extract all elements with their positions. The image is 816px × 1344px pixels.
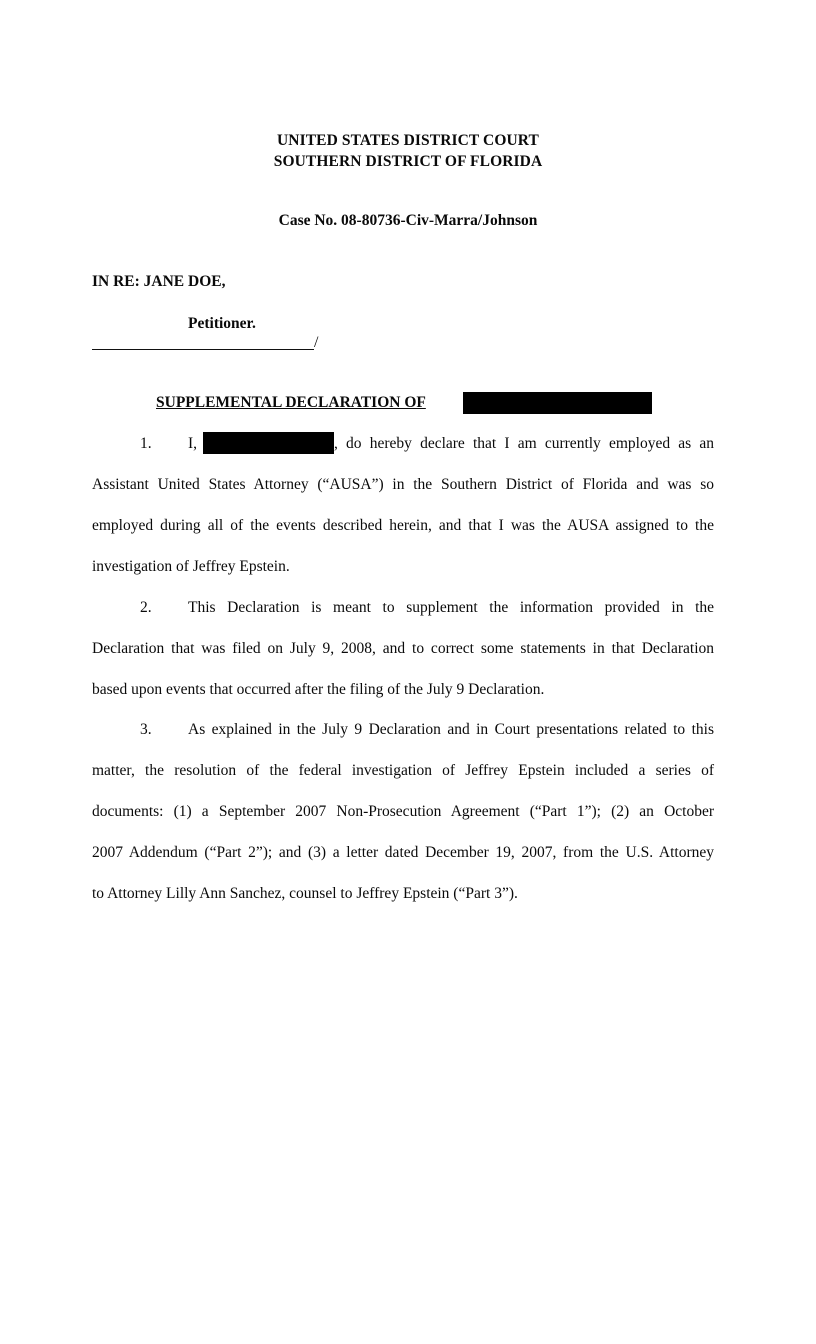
case-number: Case No. 08-80736-Civ-Marra/Johnson [278, 212, 538, 229]
redaction-box-title [463, 392, 652, 414]
paragraph-text: Assistant United States Attorney (“AUSA”) in the Southern District of Florida and was so [92, 476, 714, 493]
paragraph-text: This Declaration is meant to supplement the information provided in the [188, 599, 714, 616]
paragraph-number: 2. [140, 599, 152, 616]
paragraph-text: , do hereby declare that I am currently employed as an [334, 435, 714, 452]
paragraph-text: based upon events that occurred after the filing of the July 9 Declaration. [92, 681, 545, 698]
redaction-box-name [203, 432, 334, 454]
paragraph-number: 1. [140, 435, 152, 452]
paragraph-text: employed during all of the events described herein, and that I was the AUSA assigned to the [92, 517, 714, 534]
court-name: UNITED STATES DISTRICT COURT [277, 132, 539, 149]
declaration-title: SUPPLEMENTAL DECLARATION OF [156, 394, 426, 411]
petitioner-label: Petitioner. [188, 315, 256, 332]
caption-slash: / [314, 334, 319, 351]
paragraph-text: I, [188, 435, 198, 452]
paragraph-text: documents: (1) a September 2007 Non-Prosecution Agreement (“Part 1”); (2) an October [92, 803, 714, 820]
paragraph-text: Declaration that was filed on July 9, 2008, and to correct some statements in that Declaration [92, 640, 714, 657]
court-district: SOUTHERN DISTRICT OF FLORIDA [273, 153, 543, 170]
caption-rule [92, 349, 314, 350]
in-re-caption: IN RE: JANE DOE, [92, 273, 226, 290]
paragraph-text: investigation of Jeffrey Epstein. [92, 558, 290, 575]
paragraph-number: 3. [140, 721, 152, 738]
court-heading [0, 130, 816, 172]
paragraph-text: 2007 Addendum (“Part 2”); and (3) a letter dated December 19, 2007, from the U.S. Attorney [92, 844, 714, 861]
paragraph-text: As explained in the July 9 Declaration and in Court presentations related to this [188, 721, 714, 738]
paragraph-text: to Attorney Lilly Ann Sanchez, counsel to Jeffrey Epstein (“Part 3”). [92, 885, 518, 902]
paragraph-text: matter, the resolution of the federal investigation of Jeffrey Epstein included a series of [92, 762, 714, 779]
